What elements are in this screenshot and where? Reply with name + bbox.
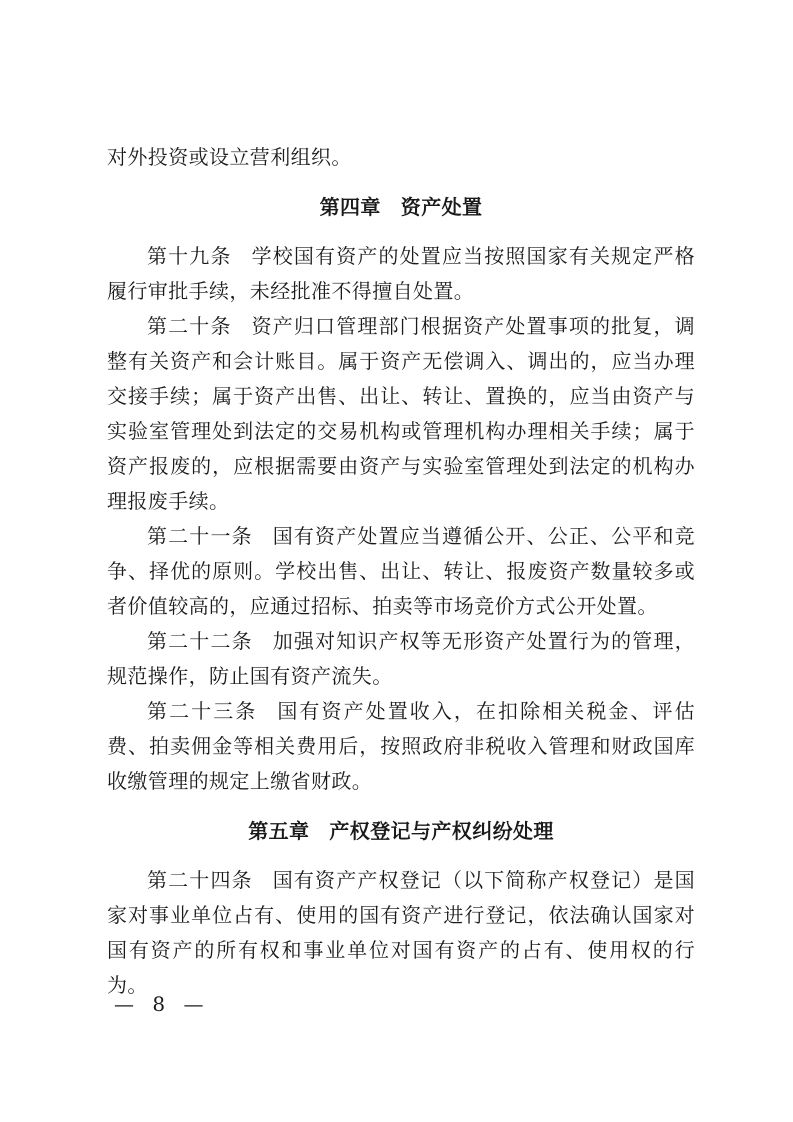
article-19 (107, 239, 695, 309)
article-24 (107, 863, 695, 1003)
chapter-heading-5 (107, 812, 695, 850)
article-text: 国有资产处置应当遵循公开、公正、公平和竞争、择优的原则。学校出售、出让、转让、报废资产数量较多或者价值较高的，应通过招标、拍卖等市场竞价方式公开处置。 (107, 524, 695, 618)
article-text: 资产归口管理部门根据资产处置事项的批复，调整有关资产和会计账目。属于资产无偿调入、调出的，应当办理交接手续；属于资产出售、出让、转让、置换的，应当由资产与实验室管理处到法定的交易机构或管理机构办理相关手续；属于资产报废的，应根据需要由资产与实验室管理处到法定的机构办理报废手续。 (107, 314, 695, 513)
article-number: 第二十条 (147, 314, 232, 338)
article-22 (107, 624, 695, 694)
article-number: 第二十一条 (147, 524, 253, 548)
article-23 (107, 694, 695, 799)
article-text: 国有资产处置收入，在扣除相关税金、评估费、拍卖佣金等相关费用后，按照政府非税收入管理和财政国库收缴管理的规定上缴省财政。 (107, 699, 696, 793)
article-text: 国有资产产权登记（以下简称产权登记）是国家对事业单位占有、使用的国有资产进行登记，依法确认国家对国有资产的所有权和事业单位对国有资产的占有、使用权的行为。 (107, 868, 695, 997)
article-20 (107, 309, 695, 519)
article-number: 第二十三条 (147, 699, 258, 723)
chapter-title: 产权登记与产权纠纷处理 (329, 819, 554, 843)
chapter-heading-4 (107, 188, 695, 226)
article-text: 学校国有资产的处置应当按照国家有关规定严格履行审批手续，未经批准不得擅自处置。 (107, 244, 695, 303)
lead-continuation: 对外投资或设立营利组织。 (107, 145, 352, 169)
article-text: 加强对知识产权等无形资产处置行为的管理，规范操作，防止国有资产流失。 (107, 629, 695, 688)
article-number: 第二十四条 (147, 868, 253, 892)
chapter-title: 资产处置 (400, 195, 483, 219)
document-body (107, 140, 695, 1003)
article-21 (107, 519, 695, 624)
article-number: 第二十二条 (147, 629, 253, 653)
chapter-number: 第四章 (319, 195, 381, 219)
chapter-number: 第五章 (248, 819, 310, 843)
page-number: — 8 — (114, 992, 210, 1016)
article-number: 第十九条 (147, 244, 232, 268)
